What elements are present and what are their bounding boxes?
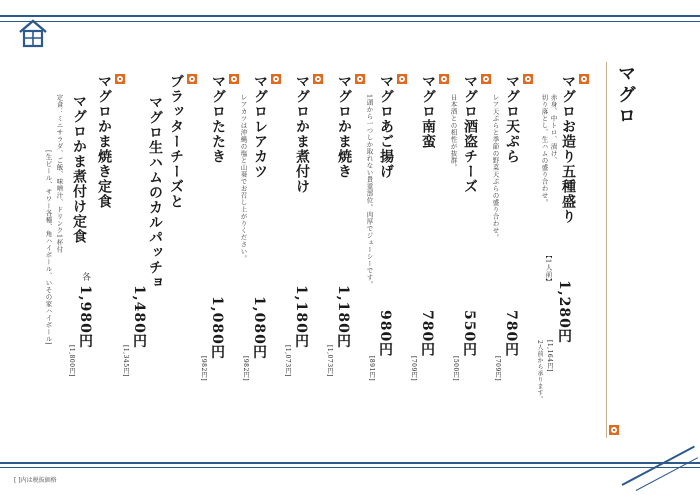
corner-diagonal-1 [622, 446, 695, 486]
menu-item-shuto-cheese [462, 74, 494, 194]
item-each-label: 各 [80, 272, 90, 282]
item-tax-price: [709円] [494, 356, 501, 382]
fish-badge-icon [355, 74, 365, 84]
item-price: 780円 [503, 310, 519, 358]
item-desc: 切り落とし、生ハムの盛り合わせ。 [540, 94, 549, 206]
item-name: ブラッターチーズと [168, 74, 184, 209]
item-name: マグロ南蛮 [420, 74, 436, 149]
item-price: 550円 [461, 310, 477, 358]
fish-badge-icon [271, 74, 281, 84]
item-tax-price: [1,073円] [284, 345, 291, 377]
item-price: 1,180円 [293, 285, 309, 349]
item-price: 1,080円 [251, 296, 267, 360]
item-name: マグロかま焼き定食 [96, 74, 112, 209]
item-name: マグロレアカツ [252, 74, 268, 179]
item-desc: 赤身、中トロ、漬け、 [549, 94, 558, 164]
item-name: マグロ天ぷら [504, 74, 520, 164]
category-title: マグロ [615, 64, 636, 127]
item-tax-price: [982円] [200, 356, 207, 382]
fish-badge-icon [609, 425, 619, 435]
item-tax-price: [500円] [452, 356, 459, 382]
item-desc: 定食：ミニサラダ、ご飯、味噌汁、ドリンク1杯付 [55, 94, 64, 253]
menu-item-kama-nitsuke [294, 74, 326, 194]
fish-badge-icon [187, 74, 197, 84]
item-name: マグロたたき [210, 74, 226, 164]
item-serving: 【1人前】 [544, 252, 553, 285]
item-desc: 1頭から一つしか取れない貴重部位。肉厚でジューシーです。 [365, 94, 374, 288]
item-tax-price: [982円] [242, 356, 249, 382]
menu-item-ago-age [378, 74, 410, 179]
item-price: 1,280円 [556, 280, 572, 344]
menu-item-nanban [420, 74, 452, 149]
category-rule [606, 62, 607, 438]
item-price: 1,080円 [209, 296, 225, 360]
item-tax-price: [1,164円] [546, 340, 553, 372]
fish-badge-icon [439, 74, 449, 84]
item-name: マグロかま煮付け [294, 74, 310, 194]
item-name: マグロあご揚げ [378, 74, 394, 179]
bottom-frame-line-thin [0, 467, 700, 468]
item-price: 1,480円 [131, 285, 147, 349]
item-name: マグロ酒盗チーズ [462, 74, 478, 194]
fish-badge-icon [229, 74, 239, 84]
item-desc: レアカツは沖縄の塩と山葵でお召し上がりください。 [239, 94, 248, 262]
fish-badge-icon [481, 74, 491, 84]
item-tax-price: [891円] [368, 356, 375, 382]
item-tax-price: [1,073円] [326, 345, 333, 377]
fish-badge-icon [313, 74, 323, 84]
item-desc: レア天ぷらと季節の野菜天ぷらの盛り合わせ。 [491, 94, 500, 241]
item-name-line2: マグロかま煮付け定食 [71, 94, 87, 244]
item-name: マグロお造り五種盛り [560, 74, 576, 224]
fish-badge-icon [523, 74, 533, 84]
fish-badge-icon [115, 74, 125, 84]
fish-badge-icon [579, 74, 589, 84]
item-tax-price: [1,800円] [68, 345, 75, 377]
item-price: 1,180円 [335, 285, 351, 349]
tax-footnote: [ ]内は税抜価格 [14, 477, 57, 484]
item-tax-price: [709円] [410, 356, 417, 382]
top-frame-line-thin [0, 21, 700, 22]
house-icon [18, 18, 48, 48]
menu-item-kama-yaki [336, 74, 368, 179]
item-name-line2: マグロ生ハムのカルパッチョ [147, 95, 163, 290]
bottom-frame-line [0, 462, 700, 464]
menu-item-carpaccio [168, 74, 200, 209]
menu-item-tataki [210, 74, 242, 164]
item-tax-price: [1,345円] [122, 345, 129, 377]
menu-item-tempura [504, 74, 536, 164]
menu-item-rare-katsu [252, 74, 284, 179]
top-frame-line [0, 15, 700, 17]
item-price: 980円 [377, 310, 393, 358]
item-price: 1,980円 [77, 285, 93, 349]
menu-item-sashimi [560, 74, 592, 224]
menu-item-teishoku [96, 74, 128, 209]
item-price: 780円 [419, 310, 435, 358]
fish-badge-icon [397, 74, 407, 84]
item-desc: [生ビール、サワー各種、角ハイボール、いその家ハイボール] [44, 150, 53, 346]
item-name: マグロかま焼き [336, 74, 352, 179]
item-note: 2人前から承ります。 [536, 340, 543, 403]
item-desc: 日本酒との相性が抜群。 [449, 94, 458, 171]
